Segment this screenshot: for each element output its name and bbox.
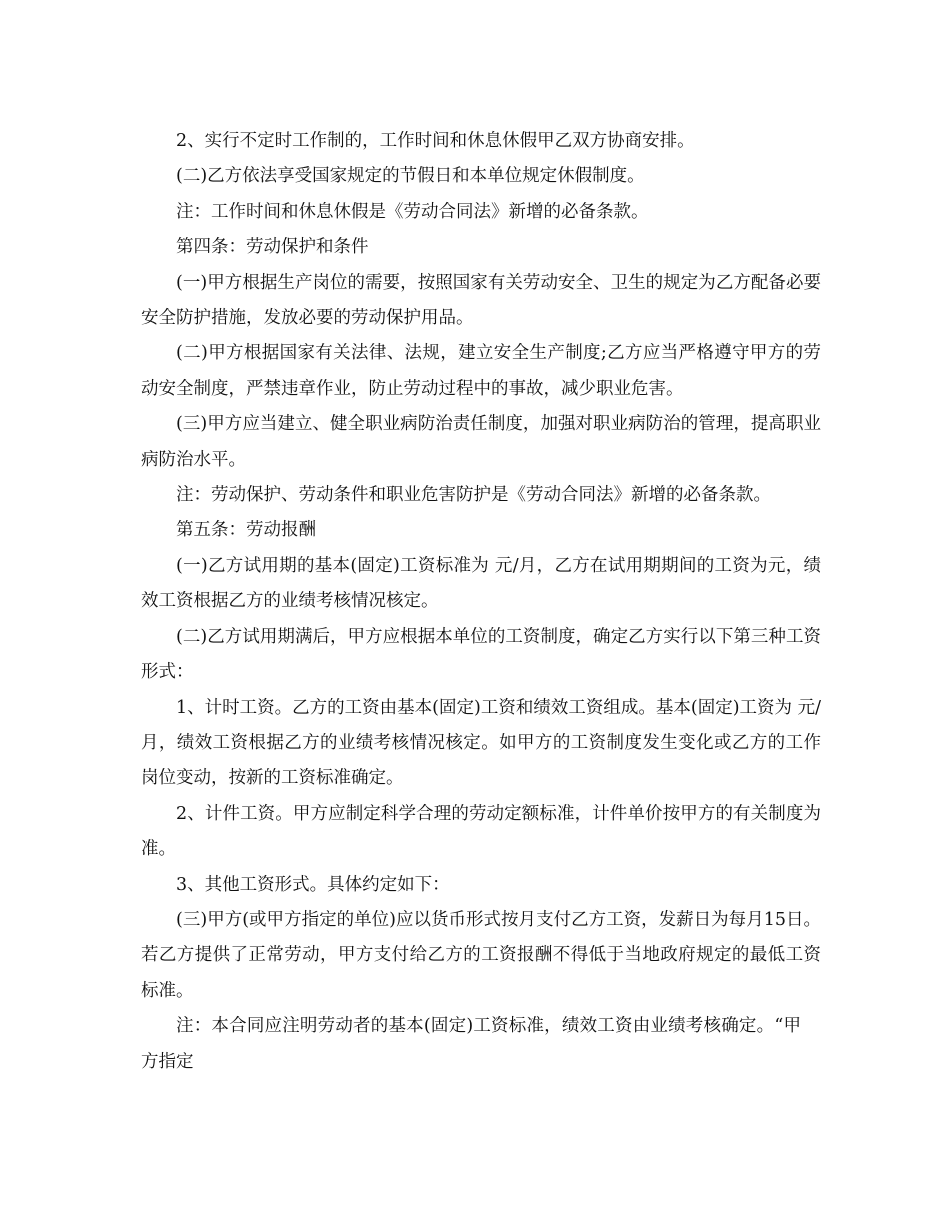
paragraph: (一)甲方根据生产岗位的需要，按照国家有关劳动安全、卫生的规定为乙方配备必要安全防护措施，发放必要的劳动保护用品。 [141,272,821,329]
paragraph: 注：劳动保护、劳动条件和职业危害防护是《劳动合同法》新增的必备条款。 [176,485,771,506]
paragraph: (三)甲方应当建立、健全职业病防治责任制度，加强对职业病防治的管理，提高职业病防治水平。 [141,414,821,470]
paragraph: 1、计时工资。乙方的工资由基本(固定)工资和绩效工资组成。基本(固定)工资为 元/月，绩效工资根据乙方的业绩考核情况核定。如甲方的工资制度发生变化或乙方的工作岗位变动，按新的工资标准确定。 [141,697,821,789]
section-heading: 第五条：劳动报酬 [176,520,316,541]
paragraph: (二)甲方根据国家有关法律、法规，建立安全生产制度;乙方应当严格遵守甲方的劳动安全制度，严禁违章作业，防止劳动过程中的事故，减少职业危害。 [141,343,821,399]
section-heading: 第四条：劳动保护和条件 [176,237,369,258]
paragraph: 注：本合同应注明劳动者的基本(固定)工资标准，绩效工资由业绩考核确定。“甲方指定 [141,1016,801,1072]
document-body [141,124,821,1080]
paragraph: (二)乙方依法享受国家规定的节假日和本单位规定休假制度。 [176,166,645,187]
paragraph: 2、计件工资。甲方应制定科学合理的劳动定额标准，计件单价按甲方的有关制度为准。 [141,803,821,860]
paragraph: 注：工作时间和休息休假是《劳动合同法》新增的必备条款。 [176,201,649,222]
paragraph: (二)乙方试用期满后，甲方应根据本单位的工资制度，确定乙方实行以下第三种工资形式： [141,626,821,683]
paragraph: 2、实行不定时工作制的，工作时间和休息休假甲乙双方协商安排。 [176,131,695,151]
paragraph: (三)甲方(或甲方指定的单位)应以货币形式按月支付乙方工资，发薪日为每月15日。若乙方提供了正常劳动，甲方支付给乙方的工资报酬不得低于当地政府规定的最低工资标准。 [141,909,821,1001]
paragraph: (一)乙方试用期的基本(固定)工资标准为 元/月，乙方在试用期期间的工资为元，绩效工资根据乙方的业绩考核情况核定。 [141,555,821,612]
paragraph: 3、其他工资形式。具体约定如下： [176,874,450,895]
